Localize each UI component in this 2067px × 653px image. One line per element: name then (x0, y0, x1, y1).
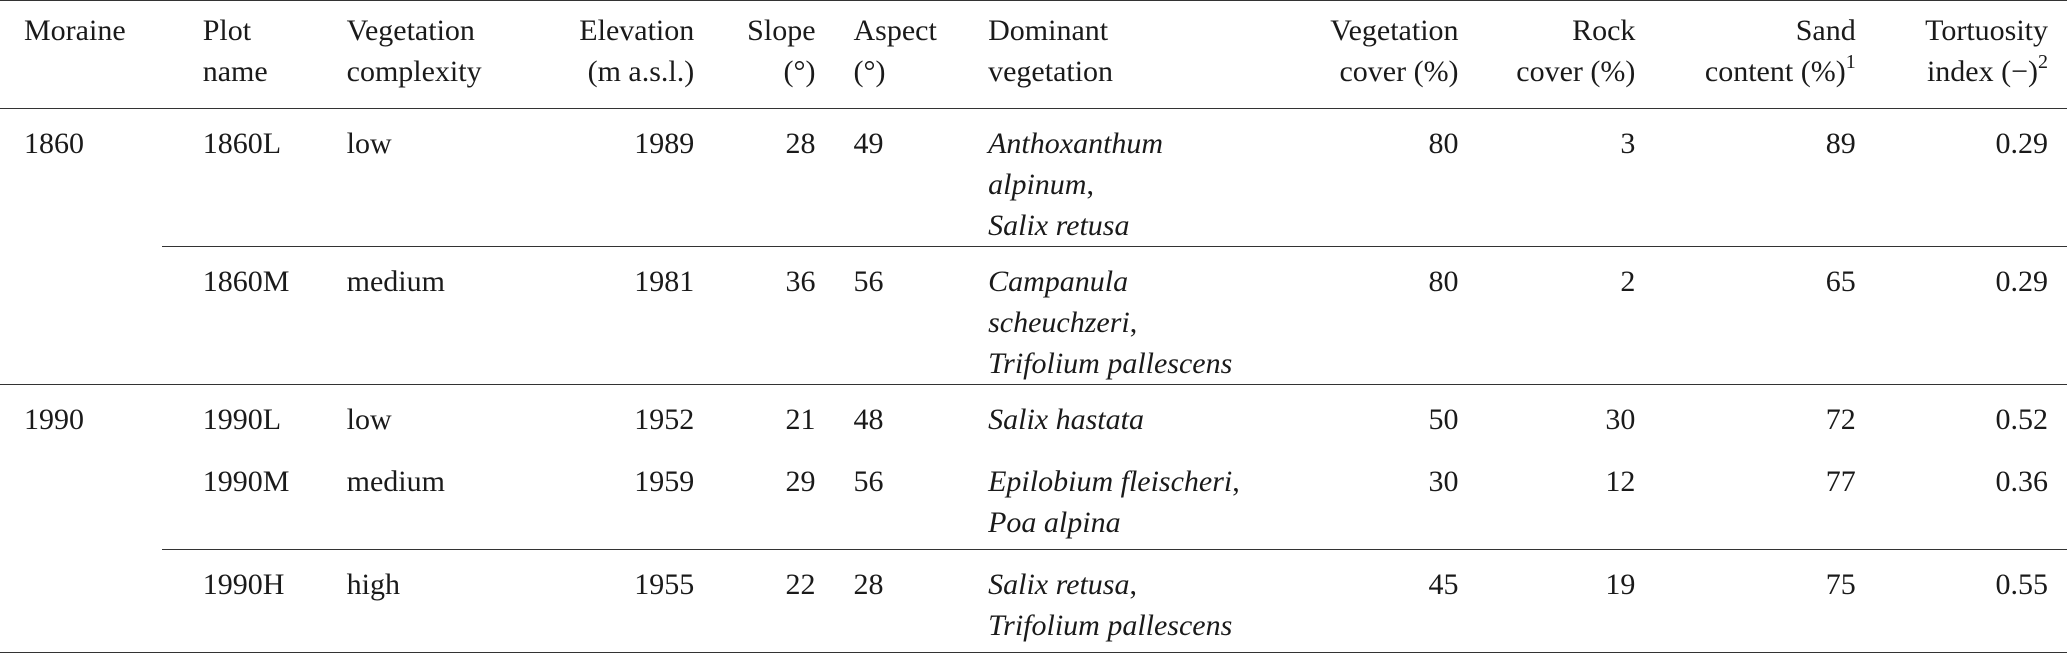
col-elevation: Elevation (m a.s.l.) (539, 1, 695, 109)
dominant-vegetation-cell: Epilobium fleischeri, Poa alpina (938, 447, 1271, 550)
veg-complexity-cell: medium (347, 247, 539, 385)
plot-name-cell: 1990L (202, 403, 282, 436)
footnote-marker: 2 (2038, 51, 2048, 73)
vegetation-cover-cell: 80 (1272, 247, 1459, 385)
rock-cover-cell: 30 (1605, 403, 1636, 436)
slope-cell: 36 (694, 247, 815, 385)
sand-content-cell: 77 (1635, 447, 1855, 550)
col-rock-cover: Rock cover (%) (1459, 1, 1636, 109)
vegetation-cover-cell: 30 (1272, 447, 1459, 550)
table-row (0, 385, 2067, 447)
moraine-cell: 1990 (0, 385, 162, 653)
rock-cover-cell: 12 (1459, 447, 1636, 550)
aspect-cell: 48 (853, 403, 884, 436)
col-vegetation-complexity: Vegetation complexity (347, 1, 539, 109)
tortuosity-cell: 0.36 (1856, 447, 2067, 550)
col-aspect: Aspect (°) (816, 1, 939, 109)
elevation-cell: 1981 (539, 247, 695, 385)
elevation-cell: 1955 (539, 550, 695, 653)
veg-complexity-cell: low (346, 403, 392, 436)
plot-name-cell: 1860M (162, 247, 347, 385)
sand-content-cell: 75 (1635, 550, 1855, 653)
plot-name-cell: 1990M (162, 447, 347, 550)
dominant-vegetation-cell: Salix retusa, Trifolium pallescens (938, 550, 1271, 653)
elevation-cell: 1959 (539, 447, 695, 550)
moraine-cell: 1860 (0, 109, 162, 385)
col-sand-content: Sand content (%)$^1$ (1635, 1, 1855, 109)
vegetation-cover-cell: 80 (1272, 109, 1459, 247)
footnote-marker: 1 (1845, 51, 1856, 73)
dominant-vegetation-cell: Campanula scheuchzeri, Trifolium pallescens (938, 247, 1271, 385)
rock-cover-cell: 2 (1459, 247, 1636, 385)
slope-cell: 22 (694, 550, 815, 653)
aspect-cell: 56 (816, 447, 939, 550)
slope-cell: 21 (785, 403, 816, 436)
col-dominant-vegetation: Dominant vegetation (938, 1, 1271, 109)
tortuosity-cell: 0.29 (1856, 247, 2067, 385)
veg-complexity-cell: high (347, 550, 539, 653)
aspect-cell: 49 (816, 109, 939, 247)
dominant-vegetation-cell: Anthoxanthum alpinum, Salix retusa (938, 109, 1271, 247)
sand-content-cell: 89 (1635, 109, 1855, 247)
slope-cell: 29 (694, 447, 815, 550)
table-row (0, 550, 2067, 653)
plot-name-cell: 1860L (162, 109, 347, 247)
elevation-cell: 1952 (634, 403, 695, 436)
tortuosity-cell: 0.52 (1995, 403, 2048, 436)
sand-content-cell: 72 (1825, 403, 1856, 436)
col-vegetation-cover: Vegetation cover (%) (1272, 1, 1459, 109)
col-moraine: Moraine (0, 1, 162, 109)
elevation-cell: 1989 (539, 109, 695, 247)
veg-complexity-cell: medium (347, 447, 539, 550)
table-row (0, 447, 2067, 550)
col-plot-name: Plot name (162, 1, 347, 109)
header-row (0, 1, 2067, 109)
col-slope: Slope (°) (694, 1, 815, 109)
tortuosity-cell: 0.55 (1856, 550, 2067, 653)
plot-name-cell: 1990H (162, 550, 347, 653)
sand-content-cell: 65 (1635, 247, 1855, 385)
rock-cover-cell: 3 (1459, 109, 1636, 247)
vegetation-cover-cell: 50 (1428, 403, 1459, 436)
dominant-vegetation-cell: Salix hastata (988, 403, 1144, 436)
vegetation-cover-cell: 45 (1272, 550, 1459, 653)
table-row (0, 109, 2067, 247)
aspect-cell: 28 (816, 550, 939, 653)
aspect-cell: 56 (816, 247, 939, 385)
table-row (0, 247, 2067, 385)
rock-cover-cell: 19 (1459, 550, 1636, 653)
slope-cell: 28 (694, 109, 815, 247)
col-tortuosity-index: Tortuosity index $(-)^2$ (1856, 1, 2067, 109)
veg-complexity-cell: low (347, 109, 539, 247)
tortuosity-cell: 0.29 (1856, 109, 2067, 247)
